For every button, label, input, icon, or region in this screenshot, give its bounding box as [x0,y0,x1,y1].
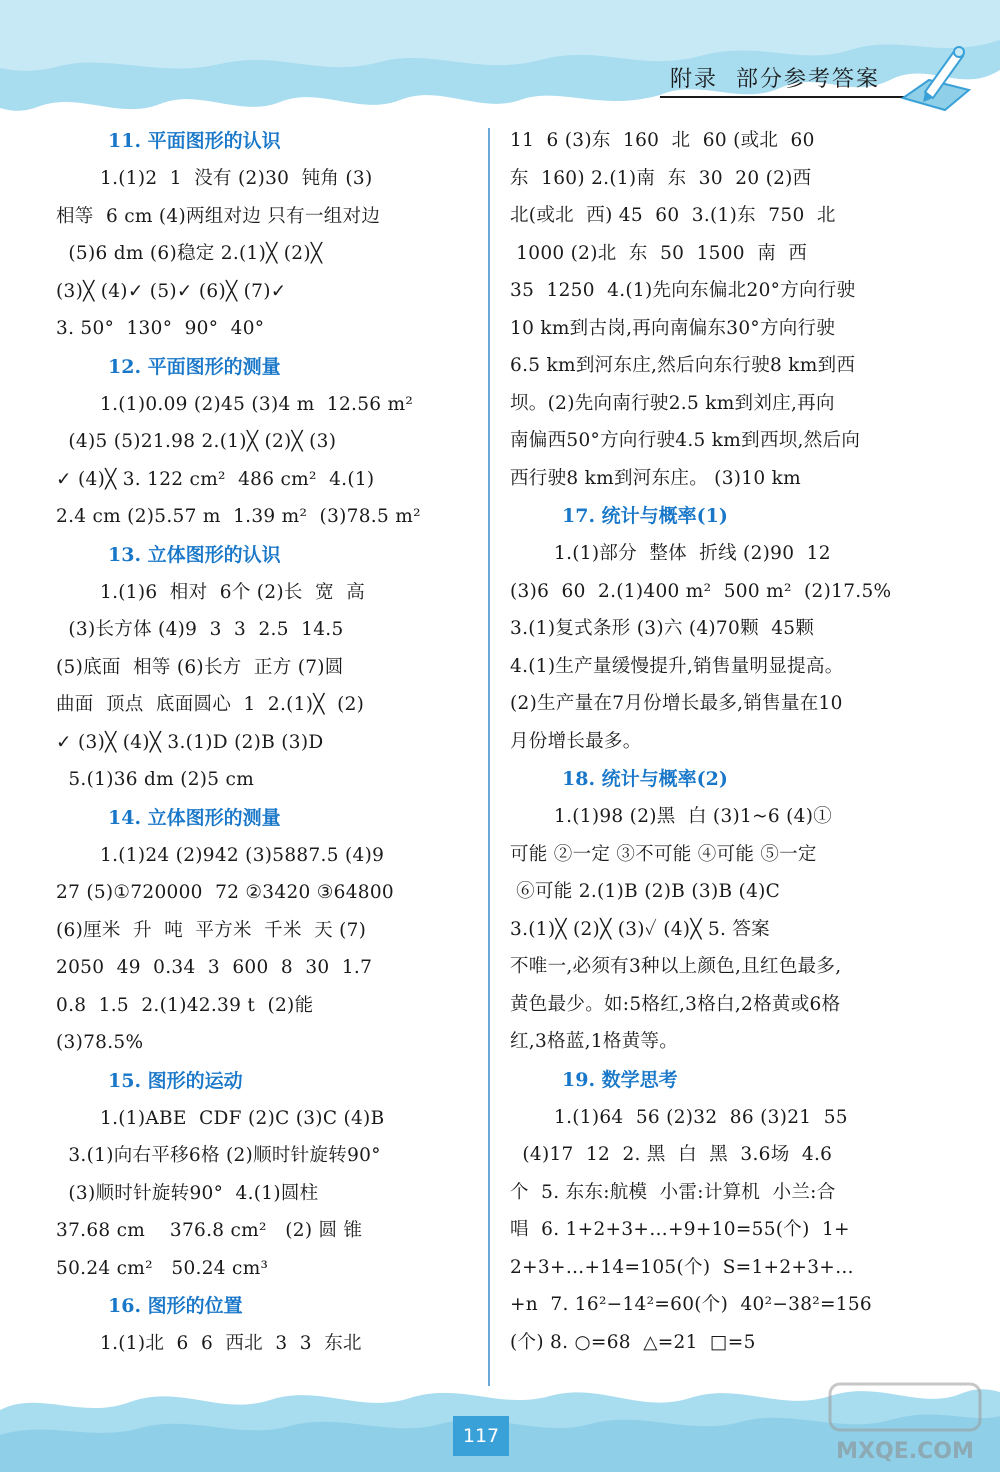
answer-line: 5.(1)36 dm (2)5 cm [56,769,255,790]
section-title: 14. 立体图形的测量 [108,806,281,829]
section-title: 13. 立体图形的认识 [108,543,281,566]
answer-line: 南偏西50°方向行驶4.5 km到西坝,然后向 [510,430,861,451]
column-divider [488,128,490,1386]
answer-line: 2.4 cm (2)5.57 m 1.39 m² (3)78.5 m² [56,506,421,527]
answer-line: (3)6 60 2.(1)400 m² 500 m² (2)17.5% [510,580,892,602]
answer-line: 唱 6. 1+2+3+…+9+10=55(个) 1+ [510,1219,850,1240]
answer-line: 个 5. 东东:航模 小雷:计算机 小兰:合 [510,1181,836,1203]
header-title [670,62,880,96]
answer-line: 3.(1)╳ (2)╳ (3)✓ (4)╳ 5. 答案 [510,918,770,940]
watermark-logo [820,1378,990,1468]
header-title-answers: 部分参考答案 [736,67,881,92]
answer-line: 35 1250 4.(1)先向东偏北20°方向行驶 [510,280,856,301]
answer-line: 1.(1)98 (2)黑 白 (3)1~6 (4)① [554,806,833,827]
answer-line: 11 6 (3)东 160 北 60 (或北 60 [510,130,815,151]
answer-line: 3.(1)复式条形 (3)六 (4)70颗 45颗 [510,618,815,639]
answer-line: (5)底面 相等 (6)长方 正方 (7)圆 [56,656,344,678]
section-title: 15. 图形的运动 [108,1069,243,1092]
answer-line: 红,3格蓝,1格黄等。 [510,1031,679,1052]
answer-line: 1.(1)ABE CDF (2)C (3)C (4)B [100,1107,385,1129]
watermark-text: MXQE.COM [836,1439,974,1464]
header-underline [660,96,910,98]
answer-line: (4)17 12 2. 黑 白 黑 3.6场 4.6 [510,1144,833,1165]
answer-line: (3)顺时针旋转90° 4.(1)圆柱 [56,1182,319,1204]
answer-line: 0.8 1.5 2.(1)42.39 t (2)能 [56,994,314,1016]
answer-line: 2050 49 0.34 3 600 8 30 1.7 [56,957,373,978]
answer-line: 坝。(2)先向南行驶2.5 km到刘庄,再向 [510,392,835,414]
answer-line: 可能 ②一定 ③不可能 ④可能 ⑤一定 [510,843,817,865]
answer-line: (6)厘米 升 吨 平方米 千米 天 (7) [56,919,367,941]
answer-line: 月份增长最多。 [510,730,642,752]
section-title: 17. 统计与概率(1) [562,505,728,527]
answer-line: 3.(1)向右平移6格 (2)顺时针旋转90° [56,1145,381,1166]
answer-line: 4.(1)生产量缓慢提升,销售量明显提高。 [510,655,844,677]
section-title: 11. 平面图形的认识 [108,130,281,152]
section-title: 16. 图形的位置 [108,1295,243,1317]
answer-line: 37.68 cm 376.8 cm² (2) 圆 锥 [56,1220,363,1241]
answer-line: 东 160) 2.(1)南 东 30 20 (2)西 [510,167,812,189]
answer-line: 1.(1)部分 整体 折线 (2)90 12 [554,543,831,564]
answer-line: ✓ (4)╳ 3. 122 cm² 486 cm² 4.(1) [56,468,375,490]
answer-line: 1000 (2)北 东 50 1500 南 西 [510,242,808,264]
answer-line: 50.24 cm² 50.24 cm³ [56,1257,269,1279]
answer-line: 北(或北 西) 45 60 3.(1)东 750 北 [510,205,836,226]
answer-line: 1.(1)24 (2)942 (3)5887.5 (4)9 [100,844,385,866]
answer-line: 黄色最少。如:5格红,3格白,2格黄或6格 [510,993,841,1015]
right-column [510,122,920,1361]
answer-line: 1.(1)64 56 (2)32 86 (3)21 55 [554,1106,848,1128]
answer-line: 2+3+…+14=105(个) S=1+2+3+… [510,1256,854,1278]
section-title: 19. 数学思考 [562,1068,678,1091]
top-wave-band [0,0,1000,120]
answer-line: (3)78.5% [56,1032,144,1053]
left-column [56,122,468,1363]
pen-and-book-icon [895,40,975,120]
answer-line: ✓ (3)╳ (4)╳ 3.(1)D (2)B (3)D [56,731,324,753]
answer-line: 10 km到古岗,再向南偏东30°方向行驶 [510,317,836,339]
section-title: 12. 平面图形的测量 [108,355,281,378]
page-number: 117 [453,1416,509,1456]
answer-line: 1.(1)北 6 6 西北 3 3 东北 [100,1333,362,1354]
answer-line: 1.(1)6 相对 6个 (2)长 宽 高 [100,581,366,603]
answer-line: ⑥可能 2.(1)B (2)B (3)B (4)C [510,881,781,902]
section-title: 18. 统计与概率(2) [562,768,728,790]
header-title-appendix: 附录 [670,67,719,92]
answer-line: (2)生产量在7月份增长最多,销售量在10 [510,693,843,714]
answer-line: (3)长方体 (4)9 3 3 2.5 14.5 [56,619,344,640]
answer-line: +n 7. 16²−14²=60(个) 40²−38²=156 [510,1294,872,1315]
answer-line: (5)6 dm (6)稳定 2.(1)╳ (2)╳ [56,243,323,264]
answer-line: (3)╳ (4)✓ (5)✓ (6)╳ (7)✓ [56,280,287,302]
answer-line: 1.(1)2 1 没有 (2)30 钝角 (3) [100,168,373,189]
answer-line: 1.(1)0.09 (2)45 (3)4 m 12.56 m² [100,393,414,415]
answer-line: 不唯一,必须有3种以上颜色,且红色最多, [510,956,842,977]
answer-line: 相等 6 cm (4)两组对边 只有一组对边 [56,205,381,227]
answer-line: 3. 50° 130° 90° 40° [56,318,265,339]
answer-line: 曲面 顶点 底面圆心 1 2.(1)╳ (2) [56,694,365,715]
answer-line: (个) 8. ○=68 △=21 □=5 [510,1331,756,1353]
answer-line: 西行驶8 km到河东庄。 (3)10 km [510,467,801,489]
answer-line: 6.5 km到河东庄,然后向东行驶8 km到西 [510,355,856,376]
answer-line: (4)5 (5)21.98 2.(1)╳ (2)╳ (3) [56,431,337,452]
answer-line: 27 (5)①720000 72 ②3420 ③64800 [56,882,394,903]
